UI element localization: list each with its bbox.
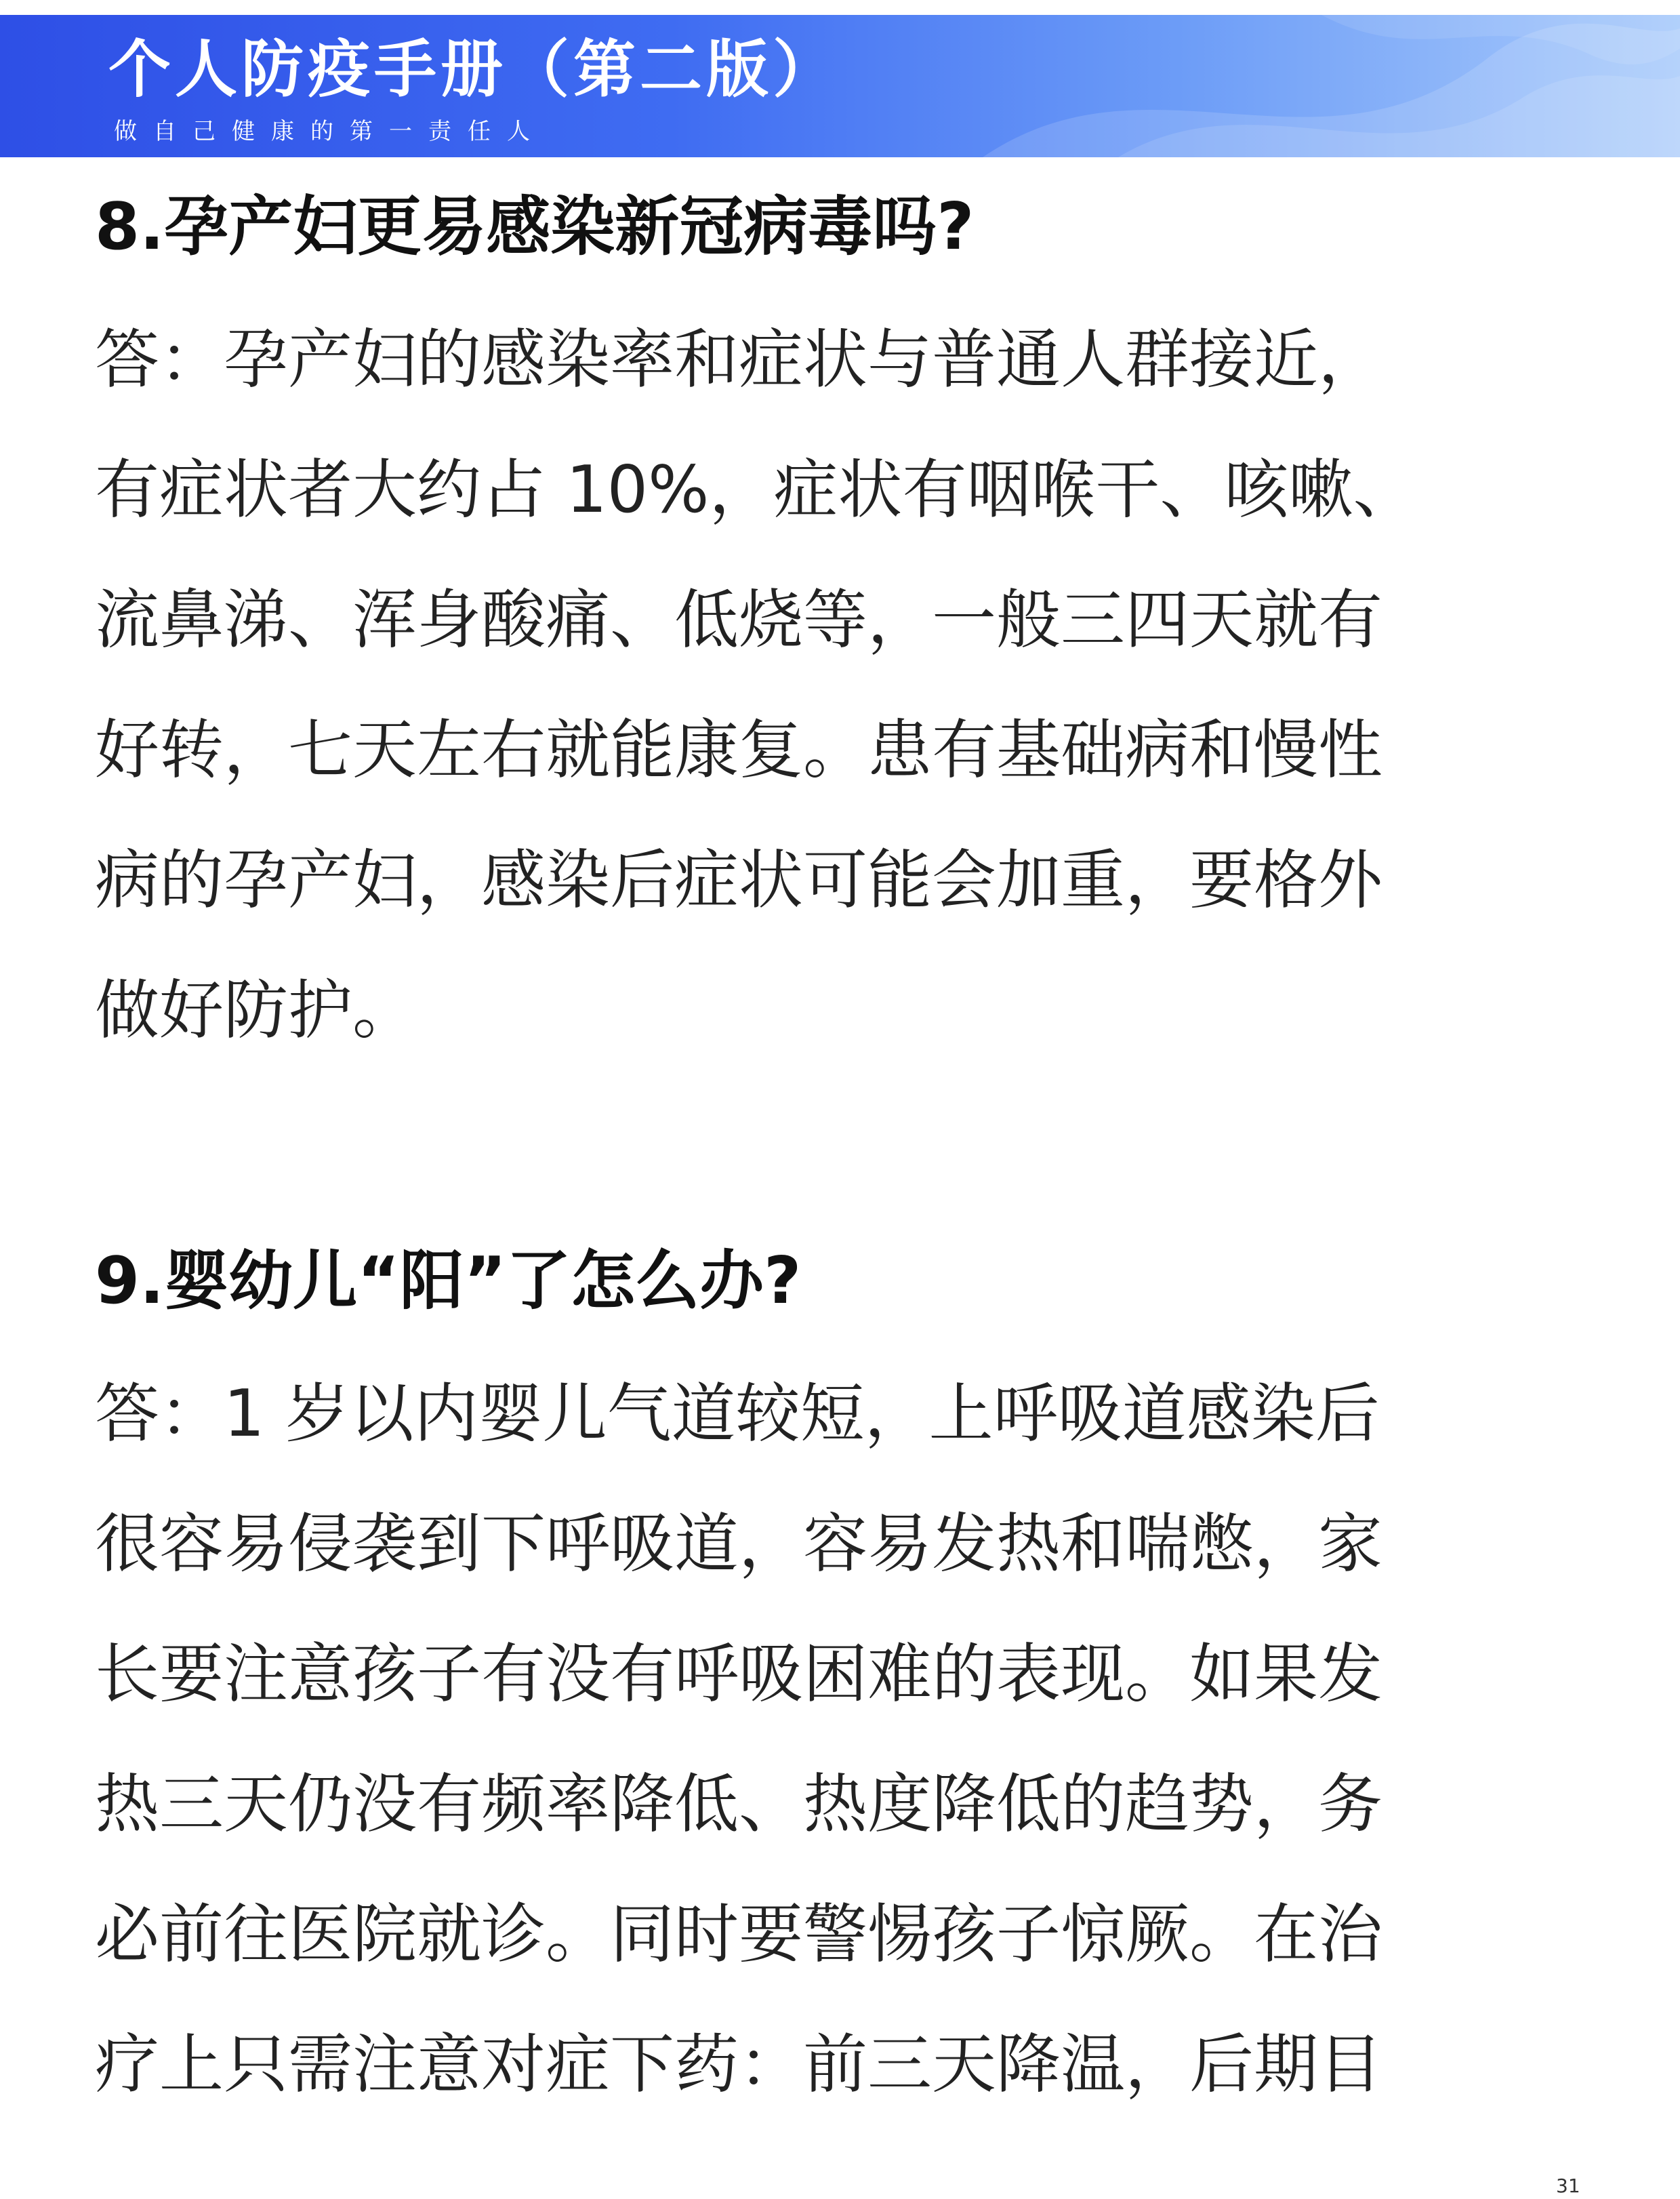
manual-subtitle: 做自己健康的第一责任人 xyxy=(114,118,546,145)
answer-line: 答：孕产妇的感染率和症状与普通人群接近， xyxy=(95,323,1383,397)
answer-line: 热三天仍没有频率降低、热度降低的趋势，务 xyxy=(95,1767,1383,1842)
question-8-answer xyxy=(95,295,1572,1076)
answer-line: 流鼻涕、浑身酸痛、低烧等，一般三四天就有 xyxy=(95,583,1383,658)
answer-line: 好转，七天左右就能康复。患有基础病和慢性 xyxy=(95,713,1383,788)
page-number: 31 xyxy=(1556,2175,1580,2197)
question-9-heading: 9.婴幼儿“阳”了怎么办? xyxy=(95,1244,802,1318)
answer-line: 病的孕产妇，感染后症状可能会加重，要格外 xyxy=(95,843,1383,918)
header-banner xyxy=(0,15,1680,157)
answer-line: 长要注意孩子有没有呼吸困难的表现。如果发 xyxy=(95,1637,1383,1712)
question-8-heading: 8.孕产妇更易感染新冠病毒吗? xyxy=(95,190,975,264)
manual-title: 个人防疫手册（第二版） xyxy=(108,33,840,106)
question-9-answer xyxy=(95,1349,1572,2130)
answer-line: 疗上只需注意对症下药：前三天降温，后期目 xyxy=(95,2027,1383,2102)
answer-line: 很容易侵袭到下呼吸道，容易发热和喘憋，家 xyxy=(95,1507,1383,1581)
answer-line: 答：1 岁以内婴儿气道较短，上呼吸道感染后 xyxy=(95,1377,1380,1451)
answer-line: 做好防护。 xyxy=(95,973,417,1048)
answer-line: 必前往医院就诊。同时要警惕孩子惊厥。在治 xyxy=(95,1897,1383,1972)
answer-line: 有症状者大约占 10%，症状有咽喉干、咳嗽、 xyxy=(95,453,1418,527)
